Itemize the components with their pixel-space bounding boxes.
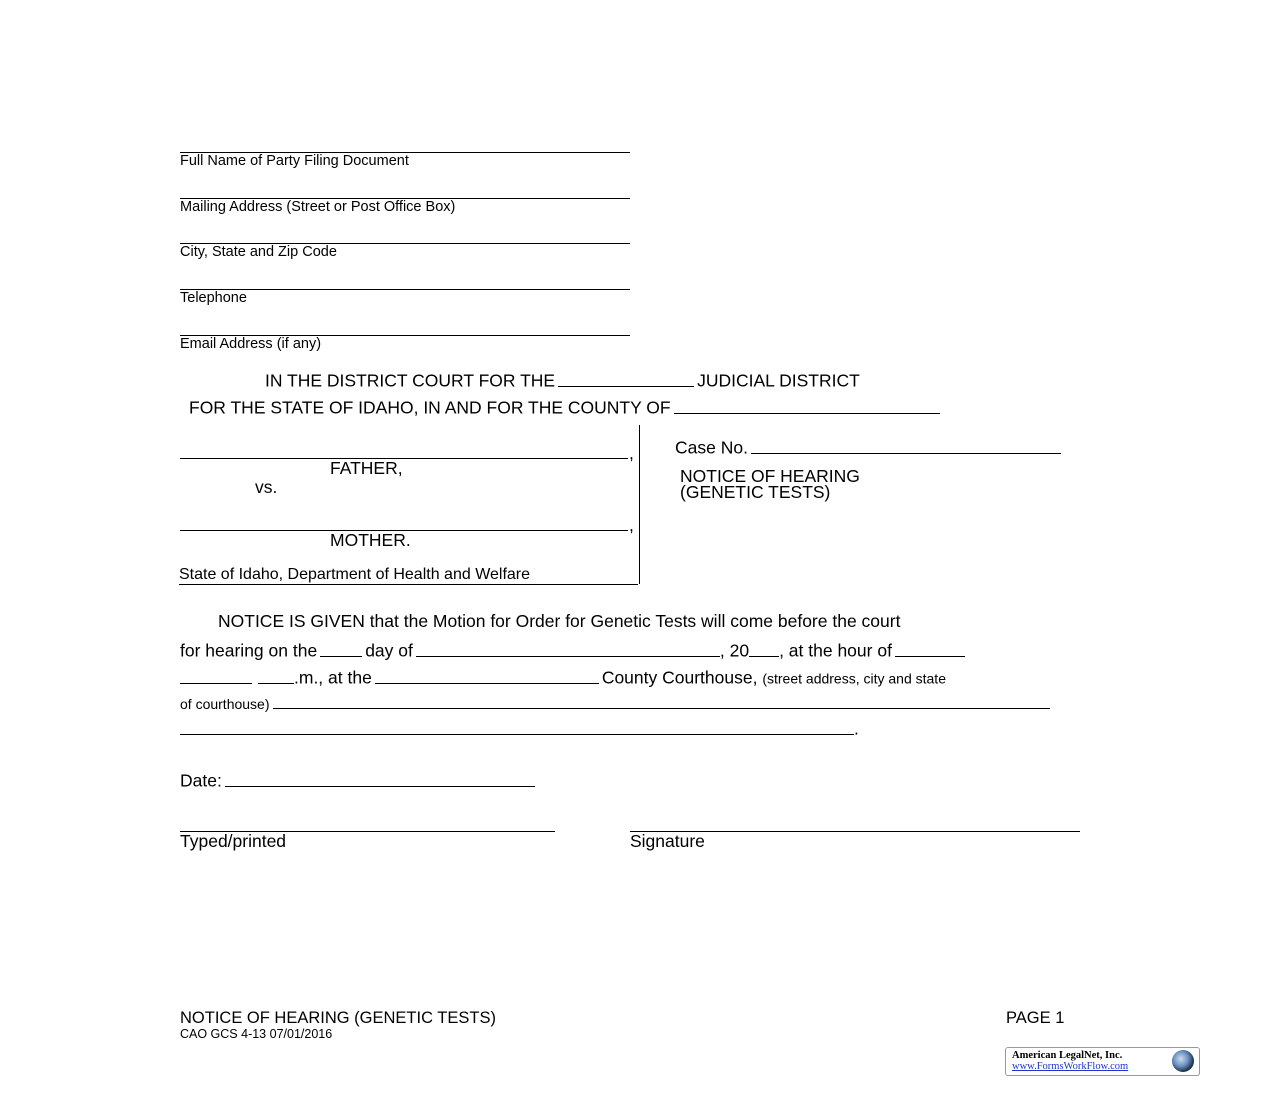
email-label: Email Address (if any) — [180, 336, 322, 352]
americanlegalnet-logo[interactable] — [1005, 1047, 1200, 1076]
city-label: City, State and Zip Code — [180, 244, 337, 260]
notice-line-2 — [180, 638, 968, 662]
date-label: Date: — [180, 770, 222, 791]
page-number: PAGE 1 — [1006, 1009, 1065, 1027]
case-no-blank — [751, 435, 1061, 454]
vs-label: vs. — [255, 477, 278, 497]
county-courthouse-blank — [375, 665, 599, 684]
text: , at the hour of — [779, 640, 892, 661]
father-label: FATHER, — [330, 458, 403, 478]
court-text-a: IN THE DISTRICT COURT FOR THE — [265, 370, 556, 391]
text: (street address, city and state — [762, 670, 946, 687]
address-blank-2 — [180, 716, 854, 735]
caption-divider — [639, 425, 640, 584]
name-label: Full Name of Party Filing Document — [180, 153, 409, 169]
text: for hearing on the — [180, 640, 318, 661]
court-text-b: JUDICIAL DISTRICT — [697, 370, 860, 391]
address-label: Mailing Address (Street or Post Office Box) — [180, 199, 456, 215]
case-no-label: Case No. — [675, 437, 748, 458]
notice-line-5 — [180, 716, 859, 740]
notice-line-3 — [180, 665, 946, 689]
court-text-2: FOR THE STATE OF IDAHO, IN AND FOR THE COUNTY OF — [189, 397, 671, 418]
year-blank — [749, 638, 779, 657]
text: day of — [365, 640, 413, 661]
hour-blank — [895, 638, 965, 657]
district-blank — [558, 368, 694, 387]
ampm-blank — [258, 665, 294, 684]
court-line-2 — [189, 395, 943, 419]
footer-title: NOTICE OF HEARING (GENETIC TESTS) — [180, 1009, 496, 1027]
court-line-1 — [265, 368, 860, 392]
state-label: State of Idaho, Department of Health and Welfare — [179, 566, 638, 585]
notice-line-4 — [180, 692, 1053, 714]
text: . — [854, 718, 859, 739]
text: County Courthouse, — [601, 667, 758, 688]
document-subtitle: (GENETIC TESTS) — [680, 482, 831, 502]
month-blank — [416, 638, 720, 657]
typed-label: Typed/printed — [180, 831, 287, 851]
text: of courthouse) — [180, 696, 270, 712]
date-blank — [225, 768, 535, 787]
day-blank — [320, 638, 362, 657]
date-row — [180, 768, 538, 792]
hour-blank-2 — [180, 665, 252, 684]
notice-text-1: NOTICE IS GIVEN that the Motion for Order for Genetic Tests will come before the court — [218, 611, 901, 631]
telephone-label: Telephone — [180, 290, 247, 306]
father-line — [180, 458, 628, 459]
text: .m., at the — [294, 667, 372, 688]
text: , 20 — [719, 640, 750, 661]
comma: , — [629, 443, 634, 463]
mother-label: MOTHER. — [330, 530, 411, 550]
county-blank — [674, 395, 940, 414]
telephone-line — [180, 289, 630, 290]
form-code: CAO GCS 4-13 07/01/2016 — [180, 1027, 333, 1041]
signature-label: Signature — [630, 831, 705, 851]
globe-icon — [1172, 1050, 1194, 1072]
case-no-row — [675, 435, 1064, 459]
logo-name: American LegalNet, Inc. — [1012, 1050, 1123, 1061]
address-blank — [273, 692, 1050, 709]
logo-url-link[interactable]: www.FormsWorkFlow.com — [1012, 1061, 1129, 1072]
document-title: NOTICE OF HEARING — [680, 466, 860, 486]
comma: , — [629, 515, 634, 535]
